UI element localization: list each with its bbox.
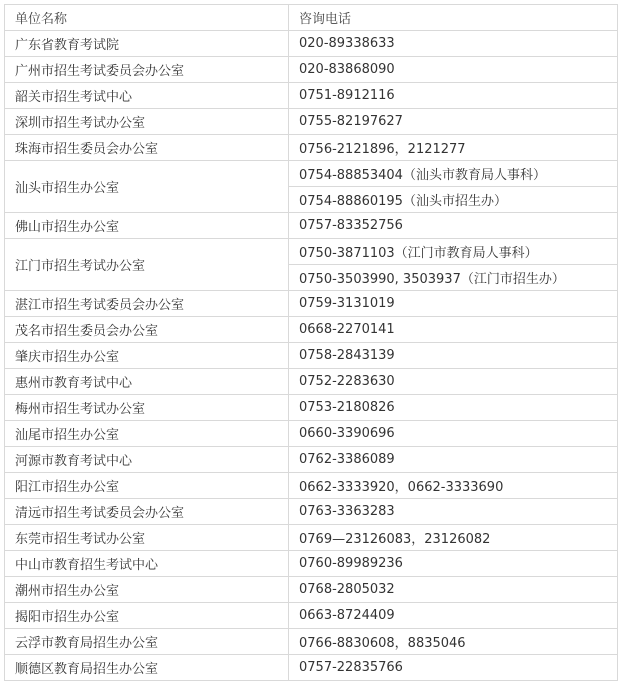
phone-cell: 0759-3131019 [289,291,618,317]
table-header-row [5,5,618,31]
table-row [5,161,618,187]
unit-name-cell: 汕尾市招生办公室 [5,421,289,447]
phone-cell: 0760-89989236 [289,551,618,577]
phone-cell: 0769—23126083，23126082 [289,525,618,551]
table-row [5,317,618,343]
table-row [5,135,618,161]
table-row [5,525,618,551]
table-row [5,31,618,57]
phone-cell: 020-83868090 [289,57,618,83]
phone-cell: 0660-3390696 [289,421,618,447]
unit-name-cell: 河源市教育考试中心 [5,447,289,473]
unit-name-cell: 江门市招生考试办公室 [5,239,289,291]
unit-name-cell: 广州市招生考试委员会办公室 [5,57,289,83]
phone-cell: 0753-2180826 [289,395,618,421]
contact-table-body [5,5,618,681]
table-row [5,577,618,603]
phone-cell: 0763-3363283 [289,499,618,525]
table-row [5,369,618,395]
unit-name-cell: 惠州市教育考试中心 [5,369,289,395]
phone-cell: 0750-3871103（江门市教育局人事科） [289,239,618,265]
table-row [5,421,618,447]
phone-cell: 0754-88853404（汕头市教育局人事科） [289,161,618,187]
table-row [5,291,618,317]
table-row [5,213,618,239]
phone-cell: 0752-2283630 [289,369,618,395]
unit-name-cell: 广东省教育考试院 [5,31,289,57]
phone-cell: 0751-8912116 [289,83,618,109]
phone-cell: 0756-2121896，2121277 [289,135,618,161]
unit-name-cell: 潮州市招生办公室 [5,577,289,603]
table-row [5,473,618,499]
unit-name-cell: 阳江市招生办公室 [5,473,289,499]
phone-cell: 0754-88860195（汕头市招生办） [289,187,618,213]
phone-cell: 0750-3503990, 3503937（江门市招生办） [289,265,618,291]
unit-name-cell: 东莞市招生考试办公室 [5,525,289,551]
table-row [5,239,618,265]
table-row [5,109,618,135]
table-row [5,57,618,83]
phone-cell: 0768-2805032 [289,577,618,603]
table-row [5,655,618,681]
unit-name-cell: 汕头市招生办公室 [5,161,289,213]
unit-name-cell: 茂名市招生委员会办公室 [5,317,289,343]
unit-name-cell: 清远市招生考试委员会办公室 [5,499,289,525]
phone-cell: 0762-3386089 [289,447,618,473]
phone-cell: 0758-2843139 [289,343,618,369]
phone-cell: 0755-82197627 [289,109,618,135]
phone-cell: 0757-22835766 [289,655,618,681]
phone-cell: 0766-8830608，8835046 [289,629,618,655]
unit-name-cell: 梅州市招生考试办公室 [5,395,289,421]
phone-cell: 0663-8724409 [289,603,618,629]
unit-name-cell: 揭阳市招生办公室 [5,603,289,629]
table-row [5,629,618,655]
header-unit-name: 单位名称 [5,5,289,31]
phone-cell: 020-89338633 [289,31,618,57]
phone-cell: 0668-2270141 [289,317,618,343]
unit-name-cell: 珠海市招生委员会办公室 [5,135,289,161]
phone-cell: 0757-83352756 [289,213,618,239]
table-row [5,343,618,369]
unit-name-cell: 顺德区教育局招生办公室 [5,655,289,681]
unit-name-cell: 湛江市招生考试委员会办公室 [5,291,289,317]
table-row [5,83,618,109]
phone-cell: 0662-3333920，0662-3333690 [289,473,618,499]
contact-table [4,4,618,681]
header-phone: 咨询电话 [289,5,618,31]
unit-name-cell: 深圳市招生考试办公室 [5,109,289,135]
unit-name-cell: 云浮市教育局招生办公室 [5,629,289,655]
table-row [5,395,618,421]
table-row [5,447,618,473]
unit-name-cell: 肇庆市招生办公室 [5,343,289,369]
unit-name-cell: 韶关市招生考试中心 [5,83,289,109]
unit-name-cell: 中山市教育招生考试中心 [5,551,289,577]
table-row [5,603,618,629]
unit-name-cell: 佛山市招生办公室 [5,213,289,239]
table-row [5,551,618,577]
table-row [5,499,618,525]
